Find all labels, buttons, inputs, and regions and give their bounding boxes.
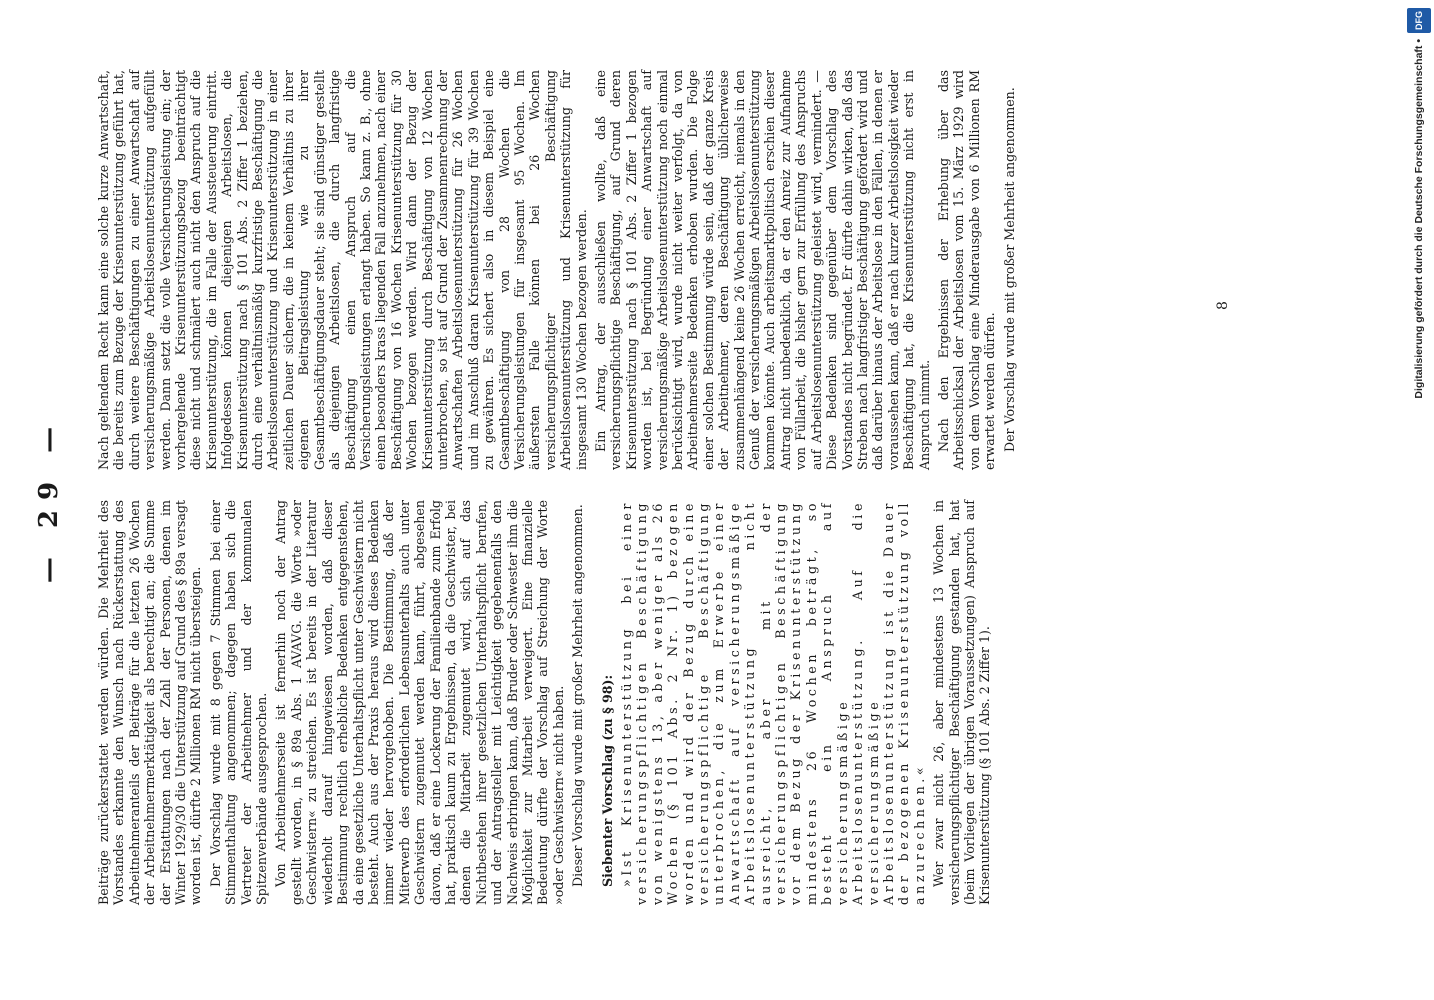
dfg-logo: DFG — [1407, 8, 1431, 33]
paragraph: Ein Antrag, der ausschließen wollte, daß eine versicherungspflichtige Beschäftigung, auf Grund deren Krisenunterstützung nach § 101 Abs. 2 Ziffer 1 bezogen worden ist, bei Begründung einer Anwartschaft auf versicherungsmäßige Arbeitslosenunterstützung noch einmal berücksichtigt wird, wurde nicht weiter verfolgt, da von Arbeitnehmerseite Bedenken erhoben wurden. Die Folge einer solchen Bestimmung würde sein, daß der ganze Kreis der Arbeitnehmer, deren Beschäftigung üblicherweise zusammenhängend keine 26 Wochen erreicht, niemals in den Genuß der versicherungsmäßigen Arbeitslosenunterstützung kommen könnte. Auch arbeitsmarktpolitisch erschien dieser Antrag nicht unbedenklich, da er den Anreiz zur Aufnahme von Füllarbeit, die bisher gern zur Erfüllung des Anspruchs auf Arbeitslosenunterstützung geleistet wird, vermindert. — Diese Bedenken sind gegenüber dem Vorschlag des Vorstandes nicht begründet. Er dürfte dahin wirken, daß das Streben nach langfristiger Beschäftigung gefördert wird und daß darüber hinaus der Arbeitslose in den Fällen, in denen er voraussehen kann, daß er nach kurzer Arbeitslosigkeit wieder Beschäftigung hat, die Krisenunterstützung nicht erst in Anspruch nimmt. — [593, 70, 932, 470]
credit-line — [1408, 8, 1430, 888]
page-header: — 29 — — [34, 416, 64, 584]
paragraph: Der Vorschlag wurde mit 8 gegen 7 Stimmen bei einer Stimmenthaltung angenommen; dagegen haben sich die Vertreter der Arbeitnehmer und der kommunalen Spitzenverbände ausgesprochen. — [207, 500, 270, 905]
paragraph: Nach geltendem Recht kann eine solche kurze Anwartschaft, die bereits zum Bezuge der Krisenunterstützung geführt hat, durch weitere Beschäftigungen zu einer Anwartschaft auf versicherungsmäßige Arbeitslosenunterstützung aufgefüllt werden. Dann setzt die volle Versicherungsleistung ein; der vorhergehende Krisenunterstützungsbezug beeinträchtigt diese nicht und schmälert auch nicht den Anspruch auf die Krisenunterstützung, die im Falle der Aussteuerung eintritt. Infolgedessen können diejenigen Arbeitslosen, die Krisenunterstützung nach § 101 Abs. 2 Ziffer 1 beziehen, durch eine verhältnismäßig kurzfristige Beschäftigung die Arbeitslosenunterstützung und Krisenunterstützung in einer zeitlichen Dauer sichern, die in keinem Verhältnis zu ihrer eigenen Beitragsleistung wie zu ihrer Gesamtbeschäftigungsdauer steht; sie sind günstiger gestellt als diejenigen Arbeitslosen, die durch langfristige Beschäftigung einen Anspruch auf die Versicherungsleistungen erlangt haben. So kann z. B., ohne einen besonders krass liegenden Fall anzunehmen, nach einer Beschäftigung von 16 Wochen Krisenunterstützung für 30 Wochen bezogen werden. Wird dann der Bezug der Krisenunterstützung durch Beschäftigung von 12 Wochen unterbrochen, so ist auf Grund der Zusammenrechnung der Anwartschaften Arbeitslosenunterstützung für 26 Wochen und im Anschluß daran Krisenunterstützung für 39 Wochen zu gewähren. Es sichert also in diesem Beispiel eine Gesamtbeschäftigung von 28 Wochen die Versicherungsleistungen für insgesamt 95 Wochen. Im äußersten Falle können bei 26 Wochen versicherungspflichtiger Beschäftigung Arbeitslosenunterstützung und Krisenunterstützung für insgesamt 130 Wochen bezogen werden. — [96, 70, 589, 470]
right-column — [96, 70, 1266, 470]
credit-text: Digitalisierung gefördert durch die Deutsche Forschungsgemeinschaft • — [1413, 39, 1425, 399]
paragraph: Nach den Ergebnissen der Erhebung über das Arbeitsschicksal der Arbeitslosen vom 15. März 1929 wird von dem Vorschlag eine Minderausgabe von 6 Millionen RM erwartet werden dürfen. — [935, 70, 998, 470]
paragraph: Dieser Vorschlag wurde mit großer Mehrheit angenommen. — [570, 504, 586, 887]
quote-paragraph: »Ist Krisenunterstützung bei einer versicherungspflichtigen Beschäftigung von wenigstens 13, aber weniger als 26 Wochen (§ 101 Abs. 2 Nr. 1) bezogen worden und wird der Bezug durch eine versicherungspflichtige Beschäftigung unterbrochen, die zum Erwerbe einer Anwartschaft auf versicherungsmäßige Arbeitslosenunterstützung nicht ausreicht, aber mit der versicherungspflichtigen Beschäftigung vor dem Bezug der Krisenunterstützung mindestens 26 Wochen beträgt, so besteht ein Anspruch auf versicherungsmäßige Arbeitslosenunterstützung. Auf die versicherungsmäßige Arbeitslosenunterstützung ist die Dauer der bezogenen Krisenunterstützung voll anzurechnen.« — [619, 500, 927, 905]
paragraph: Wer zwar nicht 26, aber mindestens 13 Wochen in versicherungspflichtiger Beschäftigung gestanden hat, hat (beim Vorliegen der übrigen Voraussetzungen) Anspruch auf Krisenunterstützung (§ 101 Abs. 2 Ziffer 1). — [931, 500, 993, 905]
left-column — [96, 500, 1266, 905]
page-number: 8 — [1215, 301, 1231, 310]
paragraph: Beiträge zurückerstattet werden würden. Die Mehrheit des Vorstandes erkannte den Wunsch nach Rückerstattung des Arbeitnehmeranteils der Beiträge für die letzten 26 Wochen der Arbeitnehmermerktätigkeit als berechtigt an; die Summe der Erstattungen nach der Zahl der Personen, denen im Winter 1929/30 die Unterstützung auf Grund des § 89a versagt worden ist, dürfte 2 Millionen RM nicht übersteigen. — [96, 500, 204, 905]
paragraph: Der Vorschlag wurde mit großer Mehrheit angenommen. — [1001, 87, 1017, 452]
section-title: Siebenter Vorschlag (zu § 98): — [599, 674, 615, 887]
digitization-credit — [1408, 8, 1430, 888]
paragraph: Von Arbeitnehmerseite ist fernerhin noch der Antrag gestellt worden, in § 89a Abs. 1 AVAVG. die Worte »oder Geschwistern« zu streichen. Es ist bereits in der Literatur wiederholt darauf hingewiesen worden, daß dieser Bestimmung rechtlich erhebliche Bedenken entgegenstehen, da eine gesetzliche Unterhaltspflicht unter Geschwistern nicht besteht. Auch aus der Praxis heraus wird dieses Bedenken immer wieder hervorgehoben. Die Bestimmung, daß der Miterwerb des erforderlichen Lebensunterhalts auch unter Geschwistern zugemutet werden kann, führt, abgesehen davon, daß er eine Lockerung der Familienbande zum Erfolg hat, praktisch kaum zu Ergebnissen, da die Geschwister, bei denen die Mitarbeit zugemutet wird, sich auf das Nichtbestehen ihrer gesetzlichen Unterhaltspflicht berufen, und der Antragsteller mit Leichtigkeit gegebenenfalls den Nachweis erbringen kann, daß Bruder oder Schwester ihm die Möglichkeit zur Mitarbeit verweigert. Eine finanzielle Bedeutung dürfte der Vorschlag auf Streichung der Worte »oder Geschwistern« nicht haben. — [273, 500, 566, 905]
